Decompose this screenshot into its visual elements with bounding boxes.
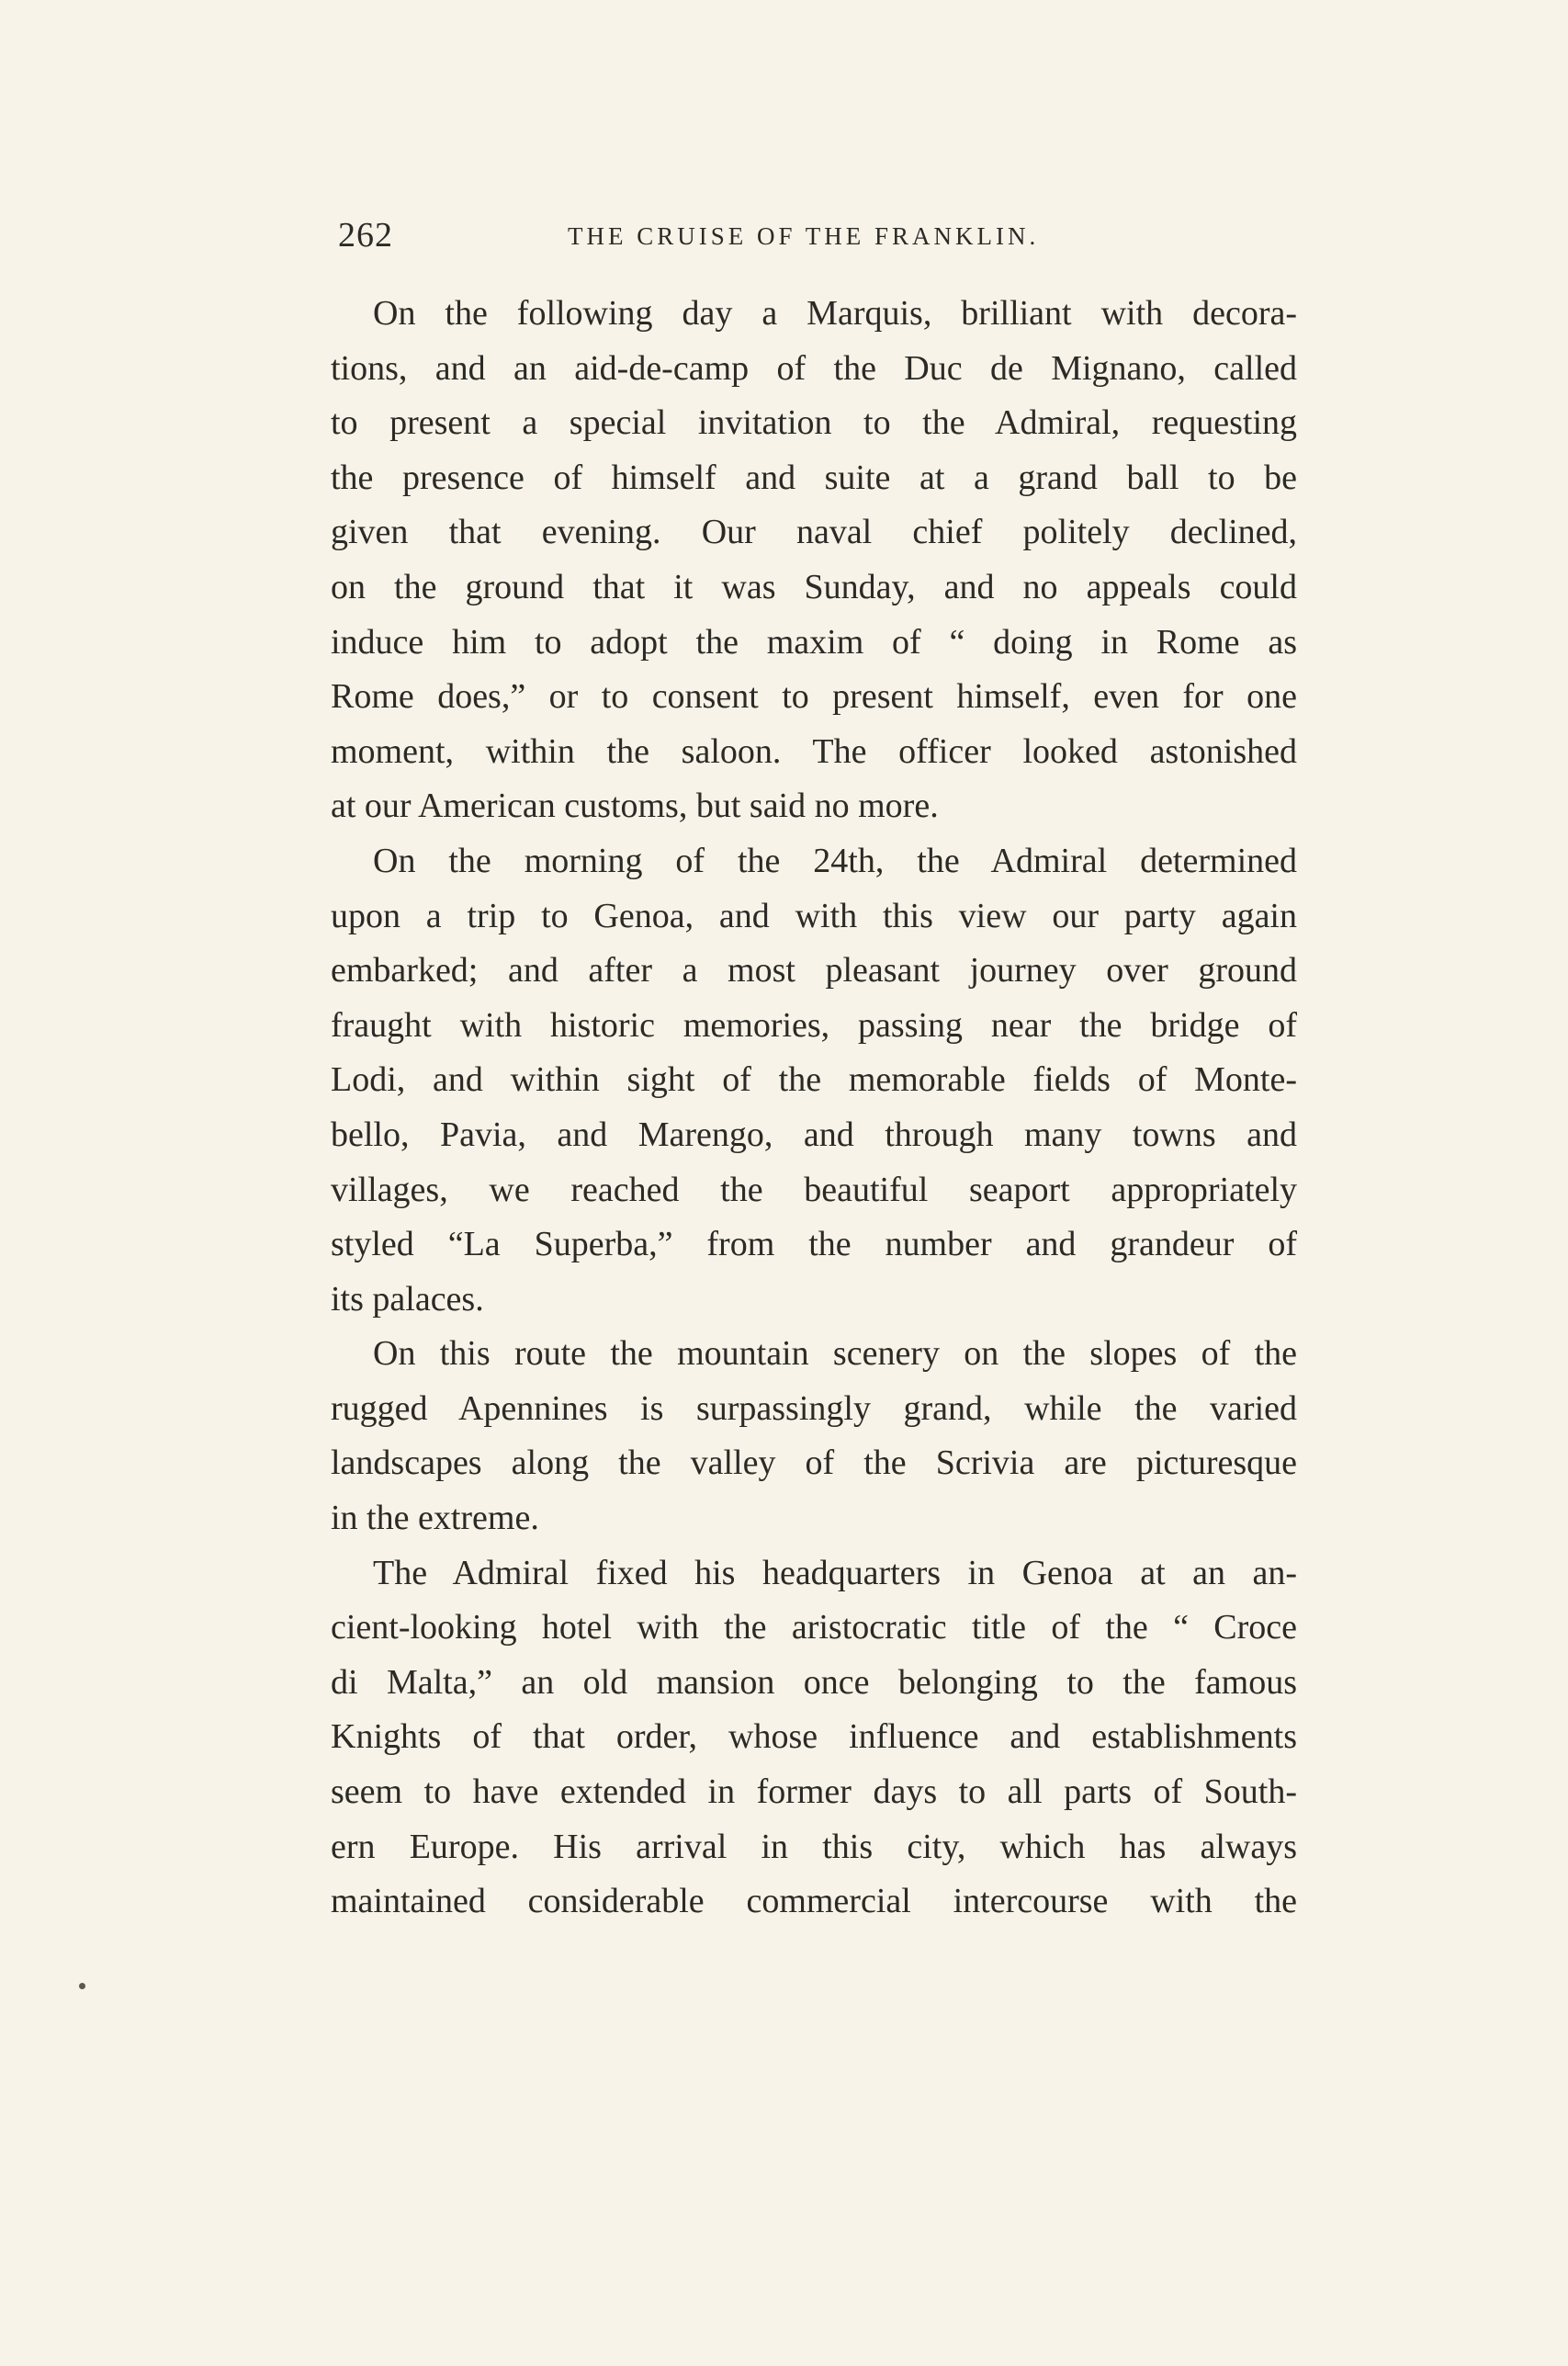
text-line: landscapes along the valley of the Scrivia are picturesque xyxy=(331,1443,1297,1483)
text-line: styled “La Superba,” from the number and grandeur of xyxy=(331,1225,1297,1264)
running-title: THE CRUISE OF THE FRANKLIN. xyxy=(568,222,1040,250)
page-number: 262 xyxy=(338,216,393,255)
text-line: villages, we reached the beautiful seaport appropriately xyxy=(331,1170,1297,1209)
text-line: moment, within the saloon. The officer looked astonished xyxy=(331,731,1297,771)
text-line: the presence of himself and suite at a grand ball to be xyxy=(331,458,1297,497)
text-line: embarked; and after a most pleasant journey over ground xyxy=(331,951,1297,991)
paragraph xyxy=(331,287,1297,834)
text-line: at our American customs, but said no more. xyxy=(331,787,939,826)
text-line: in the extreme. xyxy=(331,1499,539,1538)
text-line: seem to have extended in former days to all parts of South- xyxy=(331,1772,1297,1812)
text-line: rugged Apennines is surpassingly grand, while the varied xyxy=(331,1388,1297,1428)
text-line: On this route the mountain scenery on the slopes of the xyxy=(373,1334,1297,1374)
text-line: ern Europe. His arrival in this city, which has always xyxy=(331,1827,1297,1866)
text-line: upon a trip to Genoa, and with this view our party again xyxy=(331,896,1297,935)
body-text xyxy=(331,287,1297,1930)
text-line: On the following day a Marquis, brilliant with decora- xyxy=(373,294,1297,333)
text-line: Lodi, and within sight of the memorable fields of Monte- xyxy=(331,1060,1297,1100)
text-line: On the morning of the 24th, the Admiral determined xyxy=(373,841,1297,880)
text-line: maintained considerable commercial intercourse with the xyxy=(331,1882,1297,1921)
text-line: fraught with historic memories, passing near the bridge of xyxy=(331,1005,1297,1045)
text-line: Knights of that order, whose influence and establishments xyxy=(331,1717,1297,1757)
text-line: on the ground that it was Sunday, and no appeals could xyxy=(331,567,1297,606)
text-line: di Malta,” an old mansion once belonging to the famous xyxy=(331,1662,1297,1702)
text-line: Rome does,” or to consent to present himself, even for one xyxy=(331,677,1297,717)
text-line: induce him to adopt the maxim of “ doing in Rome as xyxy=(331,622,1297,662)
paragraph xyxy=(331,1327,1297,1545)
text-line: The Admiral fixed his headquarters in Genoa at an an- xyxy=(373,1553,1297,1592)
text-line: bello, Pavia, and Marengo, and through many towns and xyxy=(331,1115,1297,1154)
text-line: to present a special invitation to the Admiral, requesting xyxy=(331,403,1297,443)
text-line: cient-looking hotel with the aristocratic title of the “ Croce xyxy=(331,1608,1297,1647)
text-line: tions, and an aid-de-camp of the Duc de Mignano, called xyxy=(331,348,1297,388)
text-line: given that evening. Our naval chief politely declined, xyxy=(331,513,1297,552)
paragraph xyxy=(331,834,1297,1327)
text-line: its palaces. xyxy=(331,1279,484,1319)
paragraph xyxy=(331,1546,1297,1930)
ink-speck xyxy=(79,1983,85,1989)
running-head xyxy=(333,209,1306,261)
